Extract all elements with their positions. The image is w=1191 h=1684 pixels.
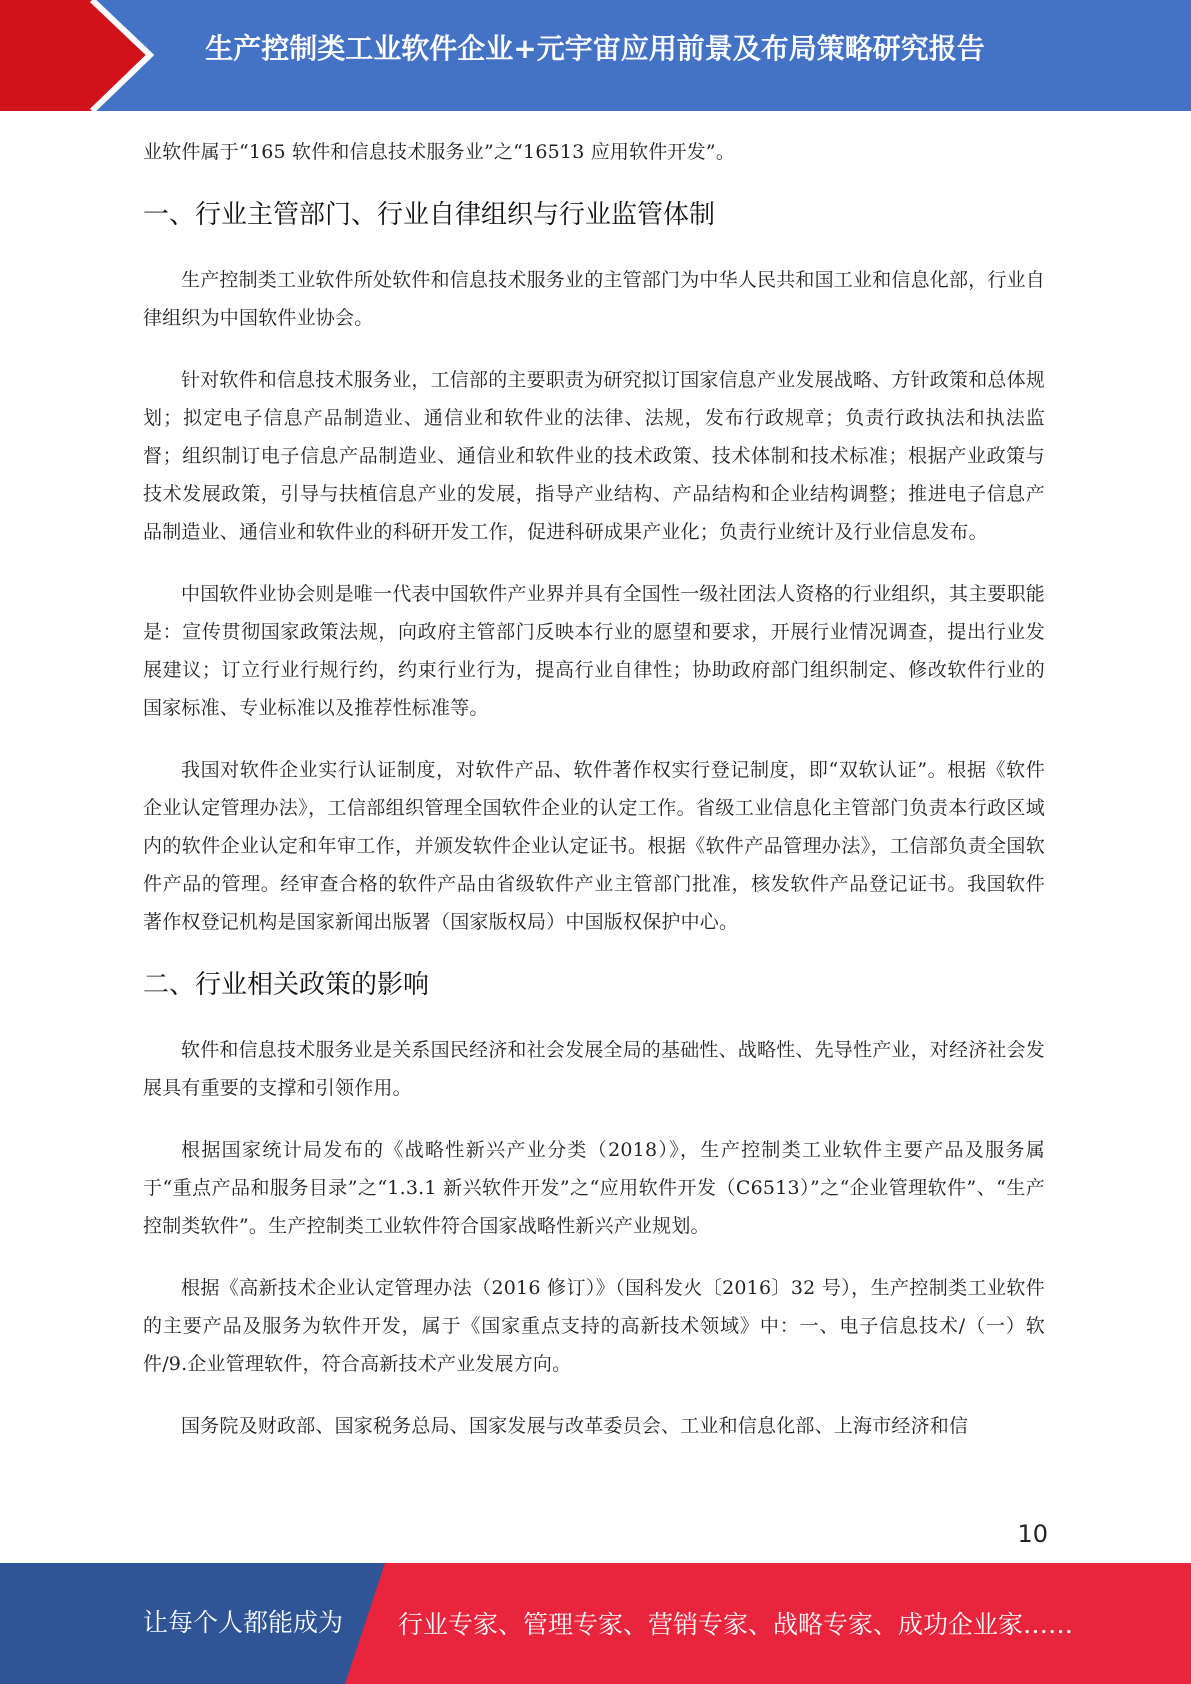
page-header [0, 0, 1191, 111]
document-body [143, 133, 1045, 1445]
page-footer [0, 1563, 1191, 1684]
section-heading: 一、行业主管部门、行业自律组织与行业监管体制 [143, 200, 716, 230]
page-number: 10 [1017, 1520, 1048, 1548]
footer-slogan-left: 让每个人都能成为 [143, 1608, 344, 1637]
footer-slogan-right: 行业专家、管理专家、营销专家、战略专家、成功企业家…… [398, 1610, 1074, 1639]
paragraph: 国务院及财政部、国家税务总局、国家发展与改革委员会、工业和信息化部、上海市经济和信 [181, 1415, 969, 1437]
paragraph: 中国软件业协会则是唯一代表中国软件产业界并具有全国性一级社团法人资格的行业组织，其主要职能是：宣传贯彻国家政策法规，向政府主管部门反映本行业的愿望和要求，开展行业情况调查，提出行业发展建议；订立行业行规行约，约束行业行为，提高行业自律性；协助政府部门组织制定、修改软件行业的国家标准、专业标准以及推荐性标准等。 [143, 583, 1046, 719]
paragraph: 软件和信息技术服务业是关系国民经济和社会发展全局的基础性、战略性、先导性产业，对经济社会发展具有重要的支撑和引领作用。 [143, 1039, 1046, 1099]
paragraph: 生产控制类工业软件所处软件和信息技术服务业的主管部门为中华人民共和国工业和信息化部，行业自律组织为中国软件业协会。 [143, 269, 1046, 329]
header-title: 生产控制类工业软件企业+元宇宙应用前景及布局策略研究报告 [205, 32, 985, 65]
paragraph: 针对软件和信息技术服务业，工信部的主要职责为研究拟订国家信息产业发展战略、方针政策和总体规划；拟定电子信息产品制造业、通信业和软件业的法律、法规，发布行政规章；负责行政执法和执法监督；组织制订电子信息产品制造业、通信业和软件业的技术政策、技术体制和技术标准；根据产业政策与技术发展政策，引导与扶植信息产业的发展，指导产业结构、产品结构和企业结构调整；推进电子信息产品制造业、通信业和软件业的科研开发工作，促进科研成果产业化；负责行业统计及行业信息发布。 [143, 369, 1046, 543]
paragraph: 根据《高新技术企业认定管理办法（2016 修订）》（国科发火〔2016〕32 号），生产控制类工业软件的主要产品及服务为软件开发，属于《国家重点支持的高新技术领域》中：一、电子信息技术/（一）软件/9.企业管理软件，符合高新技术产业发展方向。 [143, 1277, 1045, 1375]
paragraph: 我国对软件企业实行认证制度，对软件产品、软件著作权实行登记制度，即“双软认证”。根据《软件企业认定管理办法》，工信部组织管理全国软件企业的认定工作。省级工业信息化主管部门负责本行政区域内的软件企业认定和年审工作，并颁发软件企业认定证书。根据《软件产品管理办法》，工信部负责全国软件产品的管理。经审查合格的软件产品由省级软件产业主管部门批准，核发软件产品登记证书。我国软件著作权登记机构是国家新闻出版署（国家版权局）中国版权保护中心。 [143, 759, 1045, 933]
section-heading: 二、行业相关政策的影响 [143, 970, 430, 1000]
paragraph: 业软件属于“165 软件和信息技术服务业”之“16513 应用软件开发”。 [143, 141, 736, 163]
paragraph: 根据国家统计局发布的《战略性新兴产业分类（2018）》，生产控制类工业软件主要产品及服务属于“重点产品和服务目录”之“1.3.1 新兴软件开发”之“应用软件开发（C6513）”之“企业管理软件”、“生产控制类软件”。生产控制类工业软件符合国家战略性新兴产业规划。 [143, 1139, 1045, 1237]
